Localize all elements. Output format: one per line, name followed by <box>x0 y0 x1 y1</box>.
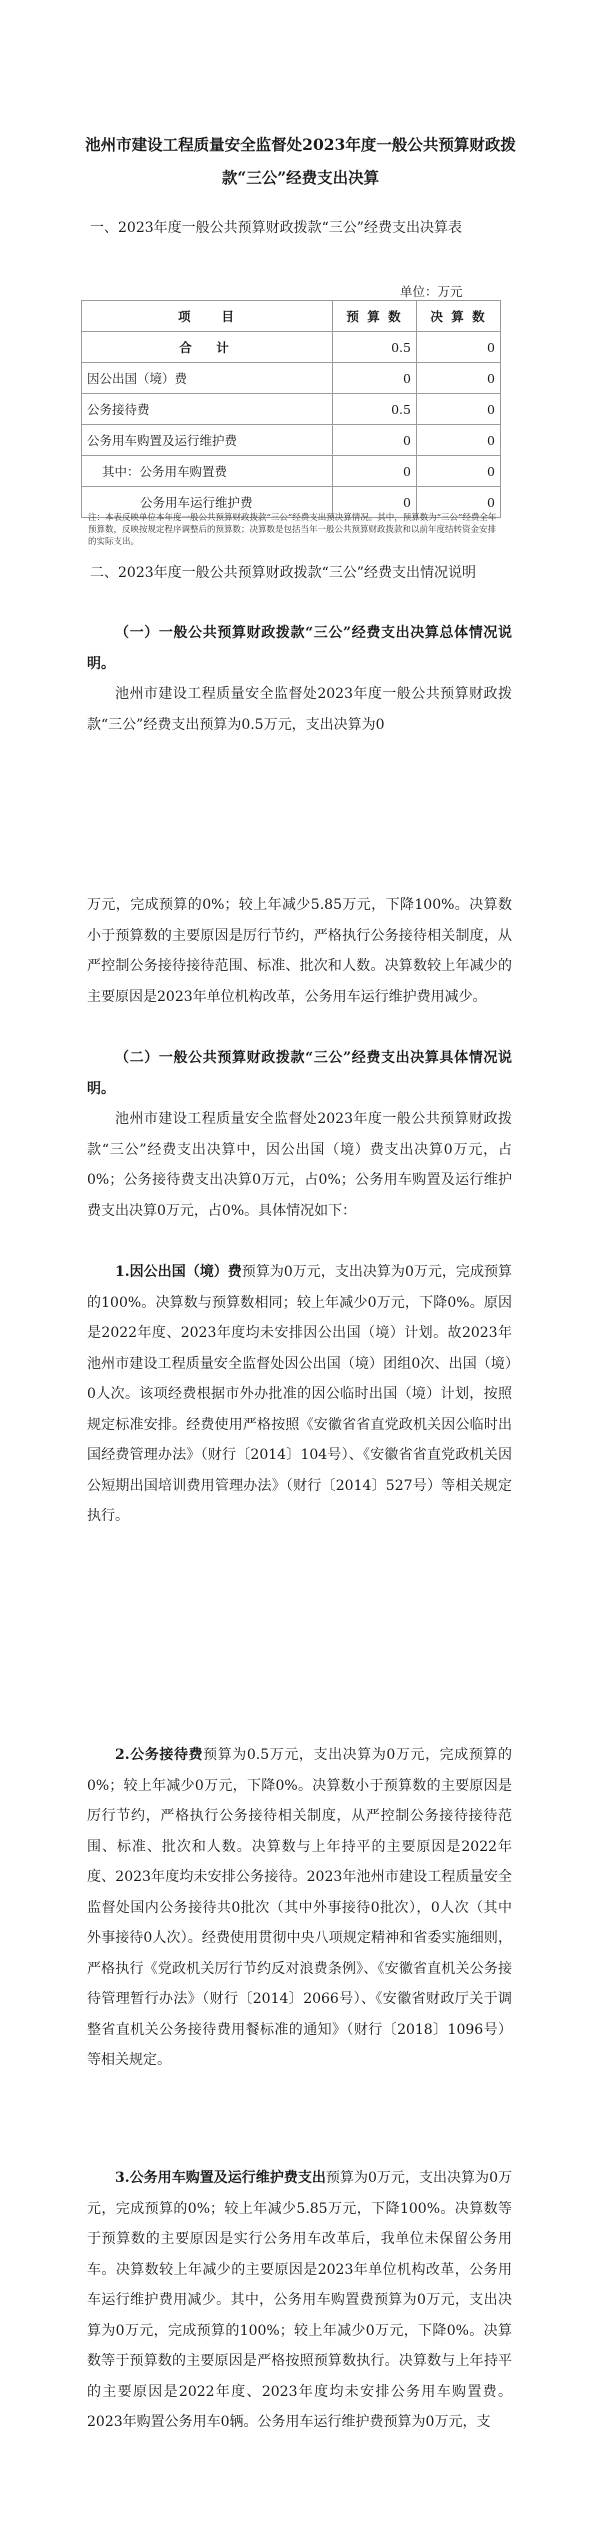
subsection1-paragraph-2: 万元，完成预算的0%；较上年减少5.85万元，下降100%。决算数小于预算数的主要原因是厉行节约，严格执行公务接待相关制度，从严控制公务接待接待范围、标准、批次和人数。决算数较上年减少的主要原因是2023年单位机构改革，公务用车运行维护费用减少。 <box>87 897 512 1005</box>
item2-paragraph <box>87 1740 512 2076</box>
table-note: 注：本表反映单位本年度一般公共预算财政拨款“三公”经费支出预决算情况。其中，预算数为“三公”经费全年预算数，反映按规定程序调整后的预算数；决算数是包括当年一般公共预算财政拨款和以前年度结转资金安排的实际支出。 <box>88 513 497 547</box>
unit-label: 单位：万元 <box>400 284 463 299</box>
section1-heading: 一、2023年度一般公共预算财政拨款“三公”经费支出决算表 <box>90 220 462 236</box>
row-final: 0 <box>417 363 501 394</box>
table-header-row <box>82 301 501 332</box>
item2-text: 预算为0.5万元，支出决算为0万元，完成预算的0%；较上年减少0万元，下降0%。决算数小于预算数的主要原因是厉行节约，严格执行公务接待相关制度，从严控制公务接待接待范围、标准、批次和人数。决算数与上年持平的主要原因是2022年度、2023年度均未安排公务接待。2023年池州市建设工程质量安全监督处国内公务接待共0批次（其中外事接待0批次），0人次（其中外事接待0人次）。经费使用贯彻中央八项规定精神和省委实施细则，严格执行《党政机关厉行节约反对浪费条例》、《安徽省直机关公务接待管理暂行办法》（财行〔2014〕2066号）、《安徽省财政厅关于调整省直机关公务接待费用餐标准的通知》（财行〔2018〕1096号）等相关规定。 <box>87 1747 512 2068</box>
subsection2-intro: 池州市建设工程质量安全监督处2023年度一般公共预算财政拨款“三公”经费支出决算中，因公出国（境）费支出决算0万元，占0%；公务接待费支出决算0万元，占0%；公务用车购置及运行维护费支出决算0万元，占0%。具体情况如下： <box>87 1111 512 1219</box>
item2-lead: 2.公务接待费 <box>115 1747 204 1763</box>
subsection1-paragraph-1: 池州市建设工程质量安全监督处2023年度一般公共预算财政拨款“三公”经费支出预算为0.5万元，支出决算为0 <box>87 686 512 733</box>
header-item: 项 目 <box>82 301 333 332</box>
expense-table <box>81 300 501 518</box>
table-row <box>82 332 501 363</box>
item1-lead: 1.因公出国（境）费 <box>115 1264 242 1280</box>
table-row <box>82 363 501 394</box>
row-label: 公务接待费 <box>82 394 333 425</box>
subsection1-heading: （一）一般公共预算财政拨款“三公”经费支出决算总体情况说明。 <box>87 625 512 672</box>
row-budget: 0 <box>333 456 417 487</box>
header-final: 决 算 数 <box>417 301 501 332</box>
row-label: 因公出国（境）费 <box>82 363 333 394</box>
document-title: 池州市建设工程质量安全监督处2023年度一般公共预算财政拨款“三公”经费支出决算 <box>85 135 516 187</box>
header-budget: 预 算 数 <box>333 301 417 332</box>
table-row <box>82 425 501 456</box>
row-budget: 0 <box>333 425 417 456</box>
row-label: 其中：公务用车购置费 <box>82 456 333 487</box>
table-row <box>82 456 501 487</box>
row-final: 0 <box>417 332 501 363</box>
row-budget: 0 <box>333 363 417 394</box>
row-budget: 0.5 <box>333 394 417 425</box>
item1-text: 预算为0万元，支出决算为0万元，完成预算的100%。决算数与预算数相同；较上年减少0万元，下降0%。原因是2022年度、2023年度均未安排因公出国（境）计划。故2023年池州市建设工程质量安全监督处因公出国（境）团组0次、出国（境）0人次。该项经费根据市外办批准的因公临时出国（境）计划，按照规定标准安排。经费使用严格按照《安徽省省直党政机关因公临时出国经费管理办法》（财行〔2014〕104号）、《安徽省省直党政机关因公短期出国培训费用管理办法》（财行〔2014〕527号）等相关规定执行。 <box>87 1264 512 1524</box>
item3-text: 预算为0万元，支出决算为0万元，完成预算的0%；较上年减少5.85万元，下降100%。决算数等于预算数的主要原因是实行公务用车改革后，我单位未保留公务用车。决算数较上年减少的主要原因是2023年单位机构改革，公务用车运行维护费用减少。其中，公务用车购置费预算为0万元，支出决算为0万元，完成预算的100%；较上年减少0万元，下降0%。决算数等于预算数的主要原因是严格按照预算数执行。决算数与上年持平的主要原因是2022年度、2023年度均未安排公务用车购置费。2023年购置公务用车0辆。公务用车运行维护费预算为0万元，支 <box>87 2170 512 2430</box>
table-row <box>82 394 501 425</box>
item1-paragraph <box>87 1257 512 1532</box>
item3-paragraph <box>87 2163 512 2438</box>
item3-lead: 3.公务用车购置及运行维护费支出 <box>115 2170 326 2186</box>
row-final: 0 <box>417 394 501 425</box>
subsection2-heading: （二）一般公共预算财政拨款“三公”经费支出决算具体情况说明。 <box>87 1050 512 1097</box>
row-budget: 0.5 <box>333 332 417 363</box>
row-final: 0 <box>417 425 501 456</box>
section2-heading: 二、2023年度一般公共预算财政拨款“三公”经费支出情况说明 <box>90 565 476 581</box>
row-label: 合 计 <box>82 332 333 363</box>
row-final: 0 <box>417 456 501 487</box>
row-label: 公务用车运行维护费 <box>82 487 333 518</box>
row-budget: 0 <box>333 487 417 518</box>
row-final: 0 <box>417 487 501 518</box>
row-label: 公务用车购置及运行维护费 <box>82 425 333 456</box>
